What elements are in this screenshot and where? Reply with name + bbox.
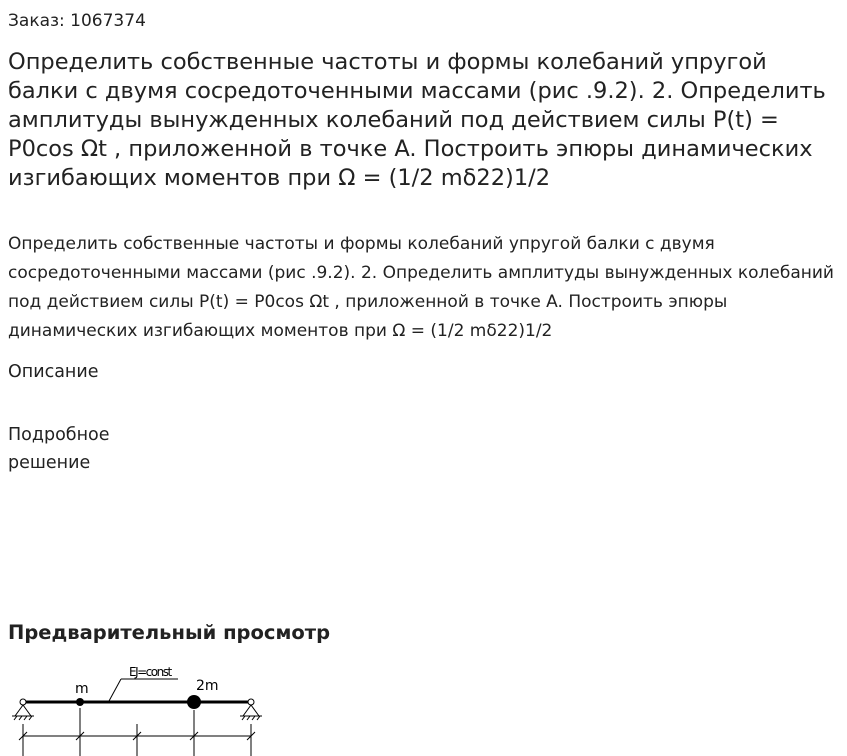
mass-left: [76, 698, 84, 706]
preview-heading: Предварительный просмотр: [8, 621, 331, 644]
task-title: Определить собственные частоты и формы колебаний упругой балки с двумя сосредоточенными массами (рис .9.2). 2. Определить амплитуды вынужденных колебаний под действием силы P(t) = P0cos Ωt , приложенной в точке A. Построить эпюры динамических изгибающих моментов при Ω = (1/2 mδ22)1/2: [8, 49, 826, 191]
right-support: [240, 705, 262, 720]
beam-diagram: [8, 658, 268, 756]
detailed-solution-label: Подробное решение: [8, 425, 110, 473]
stiffness-label: EJ=const: [129, 665, 171, 679]
left-support: [12, 705, 34, 720]
right-pin: [248, 699, 254, 705]
left-pin: [20, 699, 26, 705]
mass-left-label: m: [75, 681, 89, 697]
task-description: Определить собственные частоты и формы колебаний упругой балки с двумя сосредоточенными массами (рис .9.2). 2. Определить амплитуды вынужденных колебаний под действием силы P(t) = P0cos Ωt , приложенной в точке A. Построить эпюры динамических изгибающих моментов при Ω = (1/2 mδ22)1/2: [8, 234, 834, 341]
dimension-line: [19, 708, 255, 756]
stiffness-leader: [109, 679, 121, 701]
order-number: Заказ: 1067374: [8, 11, 146, 31]
mass-right: [187, 695, 201, 709]
mass-right-label: 2m: [196, 678, 219, 694]
preview-image: [8, 658, 268, 756]
description-label: Описание: [8, 362, 99, 382]
